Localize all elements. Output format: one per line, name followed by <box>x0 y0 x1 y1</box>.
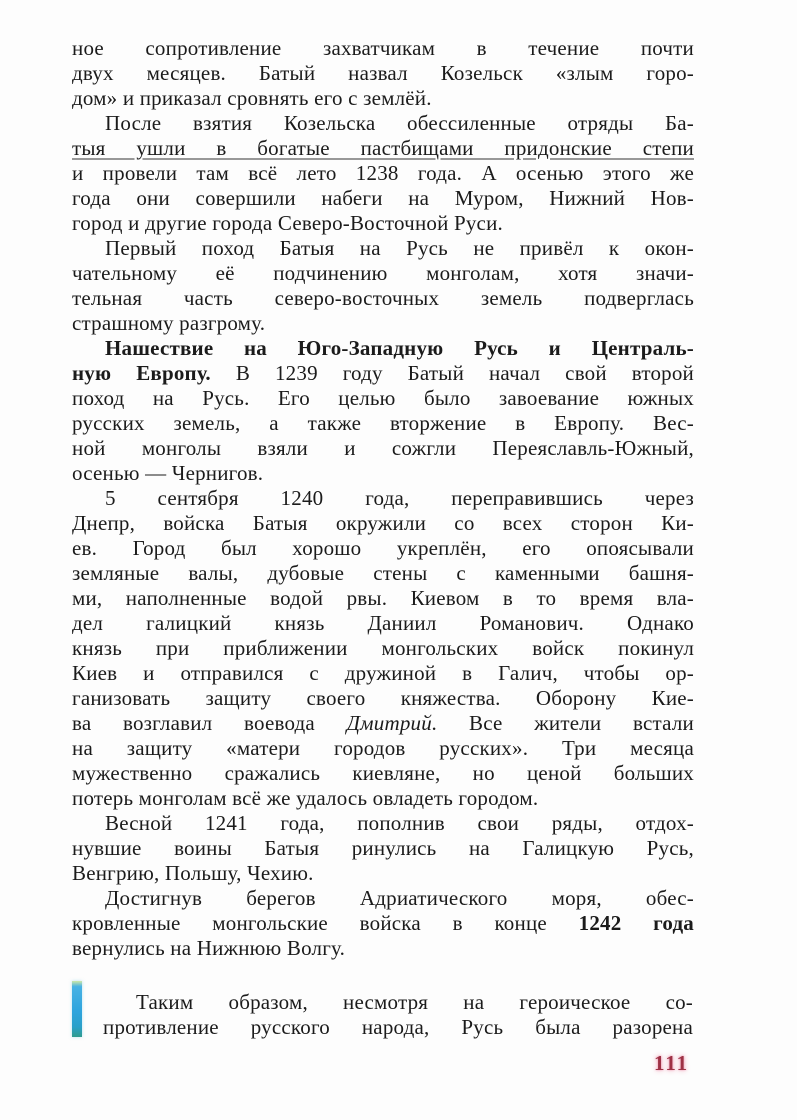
text-segment: вернулись на Нижнюю Волгу. <box>72 936 346 960</box>
text-segment: ное сопротивление захватчикам в течение почти <box>72 36 694 60</box>
text-segment: потерь монголам всё же удалось овладеть городом. <box>72 786 539 810</box>
text-segment: дел галицкий князь Даниил Романович. Однако <box>72 611 694 635</box>
text-segment: После взятия Козельска обессиленные отряды Ба- <box>105 111 694 135</box>
text-segment: мужественно сражались киевляне, но ценой больших <box>72 761 694 785</box>
text-line <box>103 990 693 1015</box>
paragraph <box>72 486 694 811</box>
summary-accent-bar <box>72 981 82 1037</box>
text-line <box>72 936 694 961</box>
bold-text-segment: 1242 года <box>578 911 694 935</box>
text-line <box>72 161 694 186</box>
text-segment: ев. Город был хорошо укреплён, его опоясывали <box>72 536 694 560</box>
text-line <box>72 511 694 536</box>
paragraph <box>72 236 694 336</box>
text-line <box>72 136 694 161</box>
text-segment: ва возглавил воевода <box>72 711 347 735</box>
paragraph <box>72 336 694 486</box>
summary-text-block <box>103 990 693 1040</box>
bold-text-segment: Нашествие на Юго-Западную Русь и Централь- <box>105 336 694 360</box>
text-line <box>72 686 694 711</box>
text-line <box>72 236 694 261</box>
text-line <box>72 461 694 486</box>
text-segment: чательному её подчинению монголам, хотя значи- <box>72 261 694 285</box>
text-line <box>72 386 694 411</box>
text-line <box>72 661 694 686</box>
text-segment: ной монголы взяли и сожгли Переяславль-Южный, <box>72 436 694 460</box>
text-line <box>72 286 694 311</box>
text-line <box>72 336 694 361</box>
text-segment: земляные валы, дубовые стены с каменными башня- <box>72 561 694 585</box>
paragraph <box>72 111 694 236</box>
text-line <box>72 561 694 586</box>
main-text-block <box>72 36 694 961</box>
text-segment: осенью — Чернигов. <box>72 461 264 485</box>
text-segment: Достигнув берегов Адриатического моря, обес- <box>105 886 694 910</box>
bold-text-segment: ную Европу. <box>72 361 211 385</box>
text-line <box>72 311 694 336</box>
text-segment: поход на Русь. Его целью было завоевание южных <box>72 386 694 410</box>
text-segment: дом» и приказал сровнять его с землёй. <box>72 86 432 110</box>
text-segment: 5 сентября 1240 года, переправившись через <box>105 486 694 510</box>
text-line <box>72 786 694 811</box>
text-line <box>72 361 694 386</box>
italic-text-segment: Дмитрий. <box>346 711 438 735</box>
text-line <box>72 861 694 886</box>
text-line <box>72 86 694 111</box>
text-segment: на защиту «матери городов русских». Три месяца <box>72 736 694 760</box>
text-line <box>72 211 694 236</box>
text-line <box>72 261 694 286</box>
text-line <box>72 811 694 836</box>
text-line <box>72 411 694 436</box>
text-segment: князь при приближении монгольских войск покинул <box>72 636 694 660</box>
text-segment: город и другие города Северо-Восточной Руси. <box>72 211 503 235</box>
text-segment: Все жители встали <box>437 711 694 735</box>
text-segment: В 1239 году Батый начал свой второй <box>210 361 694 385</box>
text-segment: года они совершили набеги на Муром, Нижний Нов- <box>72 186 694 210</box>
text-line <box>72 486 694 511</box>
text-line <box>72 836 694 861</box>
text-line <box>72 61 694 86</box>
text-line <box>72 186 694 211</box>
text-segment: тельная часть северо-восточных земель подверглась <box>72 286 694 310</box>
text-segment: нувшие воины Батыя ринулись на Галицкую Русь, <box>72 836 694 860</box>
paragraph <box>72 811 694 886</box>
text-segment: Венгрию, Польшу, Чехию. <box>72 861 314 885</box>
text-segment: Днепр, войска Батыя окружили со всех сторон Ки- <box>72 511 694 535</box>
text-segment: Весной 1241 года, пополнив свои ряды, отдох- <box>105 811 694 835</box>
text-segment: ми, наполненные водой рвы. Киевом в то время вла- <box>72 586 694 610</box>
text-segment: Киев и отправился с дружиной в Галич, чтобы ор- <box>72 661 694 685</box>
text-line <box>72 36 694 61</box>
text-segment: и провели там всё лето 1238 года. А осенью этого же <box>72 161 694 185</box>
page-number: 111 <box>654 1051 690 1075</box>
text-segment: двух месяцев. Батый назвал Козельск «злым горо- <box>72 61 694 85</box>
text-line <box>72 736 694 761</box>
text-segment: тыя ушли в богатые пастбищами придонские степи <box>72 136 694 160</box>
text-segment: противление русского народа, Русь была разорена <box>103 1015 693 1039</box>
text-line <box>72 436 694 461</box>
text-line <box>103 1015 693 1040</box>
text-line <box>72 586 694 611</box>
text-line <box>72 611 694 636</box>
text-segment: Таким образом, несмотря на героическое со- <box>136 990 693 1014</box>
text-segment: ганизовать защиту своего княжества. Оборону Кие- <box>72 686 694 710</box>
paragraph <box>72 36 694 111</box>
text-line <box>72 886 694 911</box>
text-segment: Первый поход Батыя на Русь не привёл к окон- <box>105 236 694 260</box>
text-line <box>72 761 694 786</box>
text-line <box>72 711 694 736</box>
text-line <box>72 636 694 661</box>
text-segment: кровленные монгольские войска в конце <box>72 911 579 935</box>
text-line <box>72 911 694 936</box>
text-segment: страшному разгрому. <box>72 311 266 335</box>
paragraph <box>72 886 694 961</box>
text-line <box>72 536 694 561</box>
text-line <box>72 111 694 136</box>
text-segment: русских земель, а также вторжение в Европу. Вес- <box>72 411 694 435</box>
